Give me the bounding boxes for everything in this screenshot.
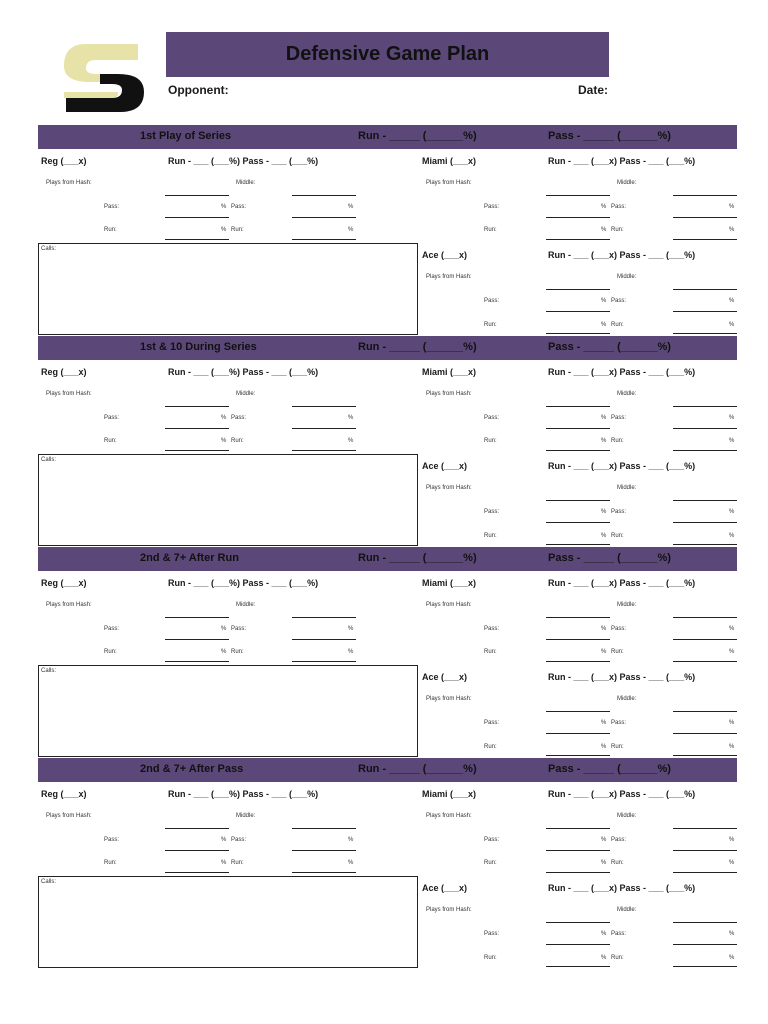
plays-from-hash-label: Plays from Hash: — [426, 813, 472, 819]
run-percent-field[interactable]: Run - _____ (______%) — [358, 341, 477, 353]
middle-label: Middle: — [617, 602, 637, 608]
hash-run-line[interactable] — [546, 872, 610, 873]
calls-box[interactable] — [38, 665, 418, 757]
middle-line[interactable] — [292, 828, 356, 829]
pct-sign: % — [601, 626, 607, 632]
reg-formation-label[interactable]: Reg (___x) — [41, 367, 87, 377]
pct-sign: % — [601, 533, 607, 539]
opponent-label: Opponent: — [168, 83, 229, 97]
hash-line[interactable] — [546, 617, 610, 618]
hash-line[interactable] — [546, 406, 610, 407]
middle-pass-line[interactable] — [673, 311, 737, 312]
middle-label: Middle: — [617, 274, 637, 280]
pct-sign: % — [601, 837, 607, 843]
hash-line[interactable] — [546, 711, 610, 712]
ace-formation-label[interactable]: Ace (___x) — [422, 672, 468, 682]
middle-pass-line[interactable] — [673, 944, 737, 945]
hash-run-line[interactable] — [546, 544, 610, 545]
pct-sign: % — [729, 533, 735, 539]
plays-from-hash-label: Plays from Hash: — [46, 602, 92, 608]
pct-sign: % — [729, 837, 735, 843]
hash-run-line[interactable] — [546, 966, 610, 967]
middle-label: Middle: — [617, 485, 637, 491]
miami-run-pass-field[interactable]: Run - ___ (___x) Pass - ___ (___%) — [548, 578, 696, 588]
pct-sign: % — [729, 860, 735, 866]
pct-sign: % — [729, 744, 735, 750]
hash-run-line[interactable] — [546, 239, 610, 240]
plays-from-hash-label: Plays from Hash: — [46, 180, 92, 186]
pct-sign: % — [729, 415, 735, 421]
run-label: Run: — [611, 438, 624, 444]
pct-sign: % — [729, 509, 735, 515]
reg-run-pass-field[interactable]: Run - ___ (___%) Pass - ___ (___%) — [168, 367, 319, 377]
hash-line[interactable] — [546, 500, 610, 501]
pct-sign: % — [729, 227, 735, 233]
pass-label: Pass: — [484, 415, 500, 421]
plays-from-hash-label: Plays from Hash: — [426, 391, 472, 397]
play-section — [0, 547, 768, 758]
hash-line[interactable] — [165, 406, 229, 407]
play-section — [0, 758, 768, 969]
pass-label: Pass: — [484, 720, 500, 726]
pct-sign: % — [221, 649, 227, 655]
pct-sign: % — [348, 204, 354, 210]
miami-formation-label[interactable]: Miami (___x) — [422, 156, 477, 166]
hash-line[interactable] — [165, 828, 229, 829]
pct-sign: % — [729, 955, 735, 961]
pct-sign: % — [348, 837, 354, 843]
run-label: Run: — [611, 649, 624, 655]
hash-line[interactable] — [546, 289, 610, 290]
middle-line[interactable] — [673, 195, 737, 196]
middle-run-line[interactable] — [673, 966, 737, 967]
middle-run-line[interactable] — [292, 239, 356, 240]
pass-percent-field[interactable]: Pass - _____ (______%) — [548, 341, 671, 353]
pass-label: Pass: — [484, 837, 500, 843]
hash-pass-line[interactable] — [546, 428, 610, 429]
pass-label: Pass: — [484, 509, 500, 515]
middle-label: Middle: — [617, 813, 637, 819]
hash-pass-line[interactable] — [546, 944, 610, 945]
reg-run-pass-field[interactable]: Run - ___ (___%) Pass - ___ (___%) — [168, 789, 319, 799]
run-label: Run: — [484, 649, 497, 655]
pass-percent-field[interactable]: Pass - _____ (______%) — [548, 130, 671, 142]
pass-label: Pass: — [484, 204, 500, 210]
pct-sign: % — [348, 626, 354, 632]
plays-from-hash-label: Plays from Hash: — [426, 485, 472, 491]
pass-label: Pass: — [611, 720, 627, 726]
middle-line[interactable] — [673, 711, 737, 712]
run-label: Run: — [231, 438, 244, 444]
run-label: Run: — [611, 533, 624, 539]
middle-pass-line[interactable] — [673, 733, 737, 734]
pass-label: Pass: — [611, 415, 627, 421]
pct-sign: % — [729, 298, 735, 304]
miami-formation-label[interactable]: Miami (___x) — [422, 578, 477, 588]
calls-label: Calls: — [41, 879, 57, 885]
middle-pass-line[interactable] — [292, 850, 356, 851]
run-label: Run: — [484, 860, 497, 866]
date-label: Date: — [578, 83, 609, 97]
reg-formation-label[interactable]: Reg (___x) — [41, 789, 87, 799]
hash-pass-line[interactable] — [165, 639, 229, 640]
pass-label: Pass: — [611, 837, 627, 843]
middle-pass-line[interactable] — [673, 428, 737, 429]
middle-pass-line[interactable] — [292, 217, 356, 218]
pass-label: Pass: — [231, 626, 247, 632]
middle-line[interactable] — [292, 406, 356, 407]
hash-run-line[interactable] — [165, 661, 229, 662]
play-section — [0, 336, 768, 547]
run-label: Run: — [231, 227, 244, 233]
pass-label: Pass: — [104, 626, 120, 632]
page-title: Defensive Game Plan — [285, 43, 490, 65]
plays-from-hash-label: Plays from Hash: — [426, 907, 472, 913]
pct-sign: % — [221, 204, 227, 210]
middle-run-line[interactable] — [673, 239, 737, 240]
run-label: Run: — [484, 533, 497, 539]
hash-pass-line[interactable] — [546, 639, 610, 640]
section-title: 2nd & 7+ After Run — [140, 552, 239, 564]
pass-label: Pass: — [104, 415, 120, 421]
pct-sign: % — [348, 227, 354, 233]
run-label: Run: — [611, 744, 624, 750]
title-banner — [166, 32, 609, 77]
pct-sign: % — [729, 626, 735, 632]
pct-sign: % — [601, 955, 607, 961]
pct-sign: % — [221, 415, 227, 421]
pct-sign: % — [348, 860, 354, 866]
plays-from-hash-label: Plays from Hash: — [426, 696, 472, 702]
run-label: Run: — [484, 744, 497, 750]
pct-sign: % — [601, 720, 607, 726]
pct-sign: % — [601, 931, 607, 937]
middle-label: Middle: — [617, 907, 637, 913]
hash-line[interactable] — [546, 922, 610, 923]
middle-run-line[interactable] — [292, 450, 356, 451]
pct-sign: % — [601, 204, 607, 210]
pct-sign: % — [601, 298, 607, 304]
run-label: Run: — [104, 649, 117, 655]
pct-sign: % — [729, 438, 735, 444]
calls-box[interactable] — [38, 243, 418, 335]
run-label: Run: — [104, 438, 117, 444]
middle-line[interactable] — [292, 617, 356, 618]
pass-label: Pass: — [611, 204, 627, 210]
hash-line[interactable] — [546, 195, 610, 196]
middle-run-line[interactable] — [673, 450, 737, 451]
section-title: 1st Play of Series — [140, 130, 232, 142]
run-percent-field[interactable]: Run - _____ (______%) — [358, 763, 477, 775]
pass-label: Pass: — [611, 626, 627, 632]
hash-pass-line[interactable] — [546, 311, 610, 312]
miami-run-pass-field[interactable]: Run - ___ (___x) Pass - ___ (___%) — [548, 156, 696, 166]
play-section — [0, 125, 768, 336]
hash-pass-line[interactable] — [165, 428, 229, 429]
hash-run-line[interactable] — [546, 661, 610, 662]
pct-sign: % — [729, 720, 735, 726]
ace-run-pass-field[interactable]: Run - ___ (___x) Pass - ___ (___%) — [548, 672, 696, 682]
middle-line[interactable] — [673, 289, 737, 290]
pass-percent-field[interactable]: Pass - _____ (______%) — [548, 552, 671, 564]
pct-sign: % — [348, 415, 354, 421]
middle-pass-line[interactable] — [673, 217, 737, 218]
middle-line[interactable] — [673, 617, 737, 618]
run-label: Run: — [484, 227, 497, 233]
run-label: Run: — [231, 649, 244, 655]
pass-label: Pass: — [104, 204, 120, 210]
calls-label: Calls: — [41, 246, 57, 252]
pct-sign: % — [729, 649, 735, 655]
ace-run-pass-field[interactable]: Run - ___ (___x) Pass - ___ (___%) — [548, 250, 696, 260]
middle-label: Middle: — [236, 813, 256, 819]
ace-formation-label[interactable]: Ace (___x) — [422, 883, 468, 893]
pct-sign: % — [221, 626, 227, 632]
miami-formation-label[interactable]: Miami (___x) — [422, 789, 477, 799]
pass-label: Pass: — [484, 298, 500, 304]
hash-run-line[interactable] — [165, 239, 229, 240]
hash-run-line[interactable] — [165, 872, 229, 873]
run-label: Run: — [611, 227, 624, 233]
pass-label: Pass: — [231, 415, 247, 421]
middle-run-line[interactable] — [292, 872, 356, 873]
pass-label: Pass: — [231, 837, 247, 843]
middle-pass-line[interactable] — [673, 639, 737, 640]
calls-box[interactable] — [38, 876, 418, 968]
run-label: Run: — [611, 955, 624, 961]
run-label: Run: — [484, 438, 497, 444]
hash-run-line[interactable] — [546, 755, 610, 756]
middle-run-line[interactable] — [673, 544, 737, 545]
pass-label: Pass: — [104, 837, 120, 843]
hash-pass-line[interactable] — [546, 217, 610, 218]
hash-pass-line[interactable] — [546, 522, 610, 523]
section-title: 1st & 10 During Series — [140, 341, 257, 353]
miami-run-pass-field[interactable]: Run - ___ (___x) Pass - ___ (___%) — [548, 367, 696, 377]
pct-sign: % — [601, 227, 607, 233]
run-label: Run: — [484, 955, 497, 961]
middle-run-line[interactable] — [673, 755, 737, 756]
section-title: 2nd & 7+ After Pass — [140, 763, 244, 775]
middle-line[interactable] — [292, 195, 356, 196]
hash-pass-line[interactable] — [546, 850, 610, 851]
pct-sign: % — [601, 438, 607, 444]
middle-run-line[interactable] — [673, 872, 737, 873]
middle-pass-line[interactable] — [292, 639, 356, 640]
hash-run-line[interactable] — [546, 450, 610, 451]
pct-sign: % — [348, 438, 354, 444]
ace-run-pass-field[interactable]: Run - ___ (___x) Pass - ___ (___%) — [548, 461, 696, 471]
plays-from-hash-label: Plays from Hash: — [46, 391, 92, 397]
pct-sign: % — [348, 649, 354, 655]
calls-box[interactable] — [38, 454, 418, 546]
pct-sign: % — [221, 860, 227, 866]
pass-label: Pass: — [231, 204, 247, 210]
middle-pass-line[interactable] — [673, 850, 737, 851]
pass-label: Pass: — [611, 931, 627, 937]
miami-run-pass-field[interactable]: Run - ___ (___x) Pass - ___ (___%) — [548, 789, 696, 799]
plays-from-hash-label: Plays from Hash: — [426, 602, 472, 608]
hash-pass-line[interactable] — [165, 850, 229, 851]
pass-label: Pass: — [484, 931, 500, 937]
run-percent-field[interactable]: Run - _____ (______%) — [358, 130, 477, 142]
run-percent-field[interactable]: Run - _____ (______%) — [358, 552, 477, 564]
pass-label: Pass: — [484, 626, 500, 632]
plays-from-hash-label: Plays from Hash: — [426, 274, 472, 280]
pct-sign: % — [601, 322, 607, 328]
calls-label: Calls: — [41, 668, 57, 674]
reg-run-pass-field[interactable]: Run - ___ (___%) Pass - ___ (___%) — [168, 578, 319, 588]
pass-label: Pass: — [611, 298, 627, 304]
middle-line[interactable] — [673, 922, 737, 923]
pass-label: Pass: — [611, 509, 627, 515]
middle-pass-line[interactable] — [292, 428, 356, 429]
calls-label: Calls: — [41, 457, 57, 463]
hash-pass-line[interactable] — [546, 733, 610, 734]
run-label: Run: — [611, 322, 624, 328]
hash-run-line[interactable] — [165, 450, 229, 451]
pct-sign: % — [729, 204, 735, 210]
hash-line[interactable] — [165, 617, 229, 618]
pass-percent-field[interactable]: Pass - _____ (______%) — [548, 763, 671, 775]
miami-formation-label[interactable]: Miami (___x) — [422, 367, 477, 377]
hash-run-line[interactable] — [546, 333, 610, 334]
middle-line[interactable] — [673, 500, 737, 501]
middle-label: Middle: — [236, 180, 256, 186]
pct-sign: % — [601, 744, 607, 750]
pct-sign: % — [729, 931, 735, 937]
logo-s-icon — [60, 42, 146, 114]
hash-line[interactable] — [165, 195, 229, 196]
hash-line[interactable] — [546, 828, 610, 829]
pct-sign: % — [601, 860, 607, 866]
hash-pass-line[interactable] — [165, 217, 229, 218]
middle-line[interactable] — [673, 828, 737, 829]
ace-run-pass-field[interactable]: Run - ___ (___x) Pass - ___ (___%) — [548, 883, 696, 893]
plays-from-hash-label: Plays from Hash: — [46, 813, 92, 819]
ace-formation-label[interactable]: Ace (___x) — [422, 461, 468, 471]
run-label: Run: — [104, 860, 117, 866]
plays-from-hash-label: Plays from Hash: — [426, 180, 472, 186]
run-label: Run: — [104, 227, 117, 233]
pct-sign: % — [221, 837, 227, 843]
middle-pass-line[interactable] — [673, 522, 737, 523]
middle-line[interactable] — [673, 406, 737, 407]
middle-label: Middle: — [617, 696, 637, 702]
ace-formation-label[interactable]: Ace (___x) — [422, 250, 468, 260]
reg-run-pass-field[interactable]: Run - ___ (___%) Pass - ___ (___%) — [168, 156, 319, 166]
pct-sign: % — [221, 227, 227, 233]
pct-sign: % — [729, 322, 735, 328]
run-label: Run: — [231, 860, 244, 866]
pct-sign: % — [601, 649, 607, 655]
pct-sign: % — [601, 415, 607, 421]
middle-label: Middle: — [236, 391, 256, 397]
reg-formation-label[interactable]: Reg (___x) — [41, 578, 87, 588]
run-label: Run: — [611, 860, 624, 866]
middle-run-line[interactable] — [292, 661, 356, 662]
reg-formation-label[interactable]: Reg (___x) — [41, 156, 87, 166]
middle-label: Middle: — [236, 602, 256, 608]
middle-label: Middle: — [617, 391, 637, 397]
pct-sign: % — [221, 438, 227, 444]
pct-sign: % — [601, 509, 607, 515]
run-label: Run: — [484, 322, 497, 328]
middle-label: Middle: — [617, 180, 637, 186]
middle-run-line[interactable] — [673, 661, 737, 662]
middle-run-line[interactable] — [673, 333, 737, 334]
